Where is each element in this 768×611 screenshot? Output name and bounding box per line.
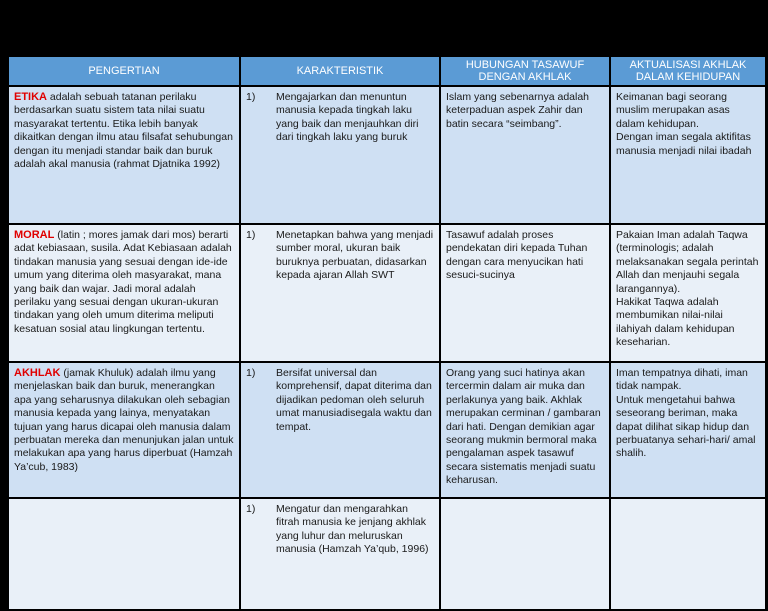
actualization-line: Iman tempatnya dihati, iman tidak nampak. <box>616 367 748 393</box>
header-aktualisasi: AKTUALISASI AKHLAK DALAM KEHIDUPAN <box>611 57 765 85</box>
characteristic-text: Mengajarkan dan menuntun manusia kepada tingkah laku yang baik dan menjauhkan diri dari tingkah laku yang buruk <box>276 91 419 144</box>
definition-text: adalah sebuah tatanan perilaku berdasarkan suatu sistem tata nilai suatu masyarakat tertentu. Etika lebih banyak dikaitkan dengan ilmu atau filsafat sehubungan dengan itu menjadi standar baik dan buruk adalah akal manusia (rahmat Djatnika 1992) <box>14 91 233 171</box>
relation-cell: Tasawuf adalah proses pendekatan diri kepada Tuhan dengan cara menyucikan hati sesuci-sucinya <box>441 225 609 361</box>
item-number: 1) <box>246 91 256 103</box>
relation-cell: Islam yang sebenarnya adalah keterpaduan aspek Zahir dan batin secara “seimbang”. <box>441 87 609 223</box>
actualization-cell <box>611 225 765 361</box>
comparison-table <box>7 55 767 611</box>
actualization-cell <box>611 499 765 609</box>
characteristic-text: Mengatur dan mengarahkan fitrah manusia ke jenjang akhlak yang luhur dan meluruskan manusia (Hamzah Ya’qub, 1996) <box>276 503 429 556</box>
definition-cell <box>9 87 239 223</box>
characteristic-cell <box>241 225 439 361</box>
definition-cell <box>9 363 239 497</box>
actualization-line: Untuk mengetahui bahwa seseorang beriman, maka dapat dilihat sikap hidup dan perbuatanya sehari-hari/ amal shalih. <box>616 393 756 460</box>
definition-cell <box>9 225 239 361</box>
table-header-row <box>9 57 765 85</box>
characteristic-text: Menetapkan bahwa yang menjadi sumber moral, ukuran baik buruknya perbuatan, didasarkan kepada ajaran Allah SWT <box>276 229 434 282</box>
definition-cell <box>9 499 239 609</box>
term-label: ETIKA <box>14 91 47 103</box>
definition-text: (jamak Khuluk) adalah ilmu yang menjelaskan baik dan buruk, menerangkan apa yang seharusnya dilakukan oleh sebagian manusia kepada yang lainya, menyatakan tujuan yang harus dicapai oleh manusia dalam perbuatan mereka dan menunjukan jalan untuk melakukan apa yang harus diperbuat (Hamzah Ya’cub, 1983) <box>14 367 234 473</box>
relation-cell <box>441 499 609 609</box>
table-row <box>9 363 765 497</box>
header-karakteristik: KARAKTERISTIK <box>241 57 439 85</box>
actualization-line: Hakikat Taqwa adalah membumikan nilai-nilai ilahiyah dalam kehidupan keseharian. <box>616 296 735 349</box>
table-row <box>9 225 765 361</box>
item-number: 1) <box>246 229 256 241</box>
table-row <box>9 87 765 223</box>
definition-text: (latin ; mores jamak dari mos) berarti adat kebiasaan, susila. Adat Kebiasaan adalah tindakan manusia yang sesuai dengan ide-ide umum yang diterima oleh masyarakat, mana yang baik dan wajar. Jadi moral adalah perilaku yang sesuai dengan ukuran-ukuran tindakan yang oleh umum diterima meliputi kesatuan sosial atau lingkungan tertentu. <box>14 229 232 335</box>
characteristic-cell <box>241 499 439 609</box>
item-number: 1) <box>246 503 256 515</box>
term-label: MORAL <box>14 229 55 241</box>
characteristic-text: Bersifat universal dan komprehensif, dapat diterima dan dijadikan pedoman oleh seluruh umat manusiadisegala waktu dan tempat. <box>276 367 432 433</box>
actualization-cell <box>611 363 765 497</box>
actualization-line: Dengan iman segala aktifitas manusia menjadi nilai ibadah <box>616 131 752 157</box>
actualization-cell <box>611 87 765 223</box>
relation-cell: Orang yang suci hatinya akan tercermin dalam air muka dan perlakunya yang baik. Akhlak merupakan cerminan / gambaran dari hati. Dengan demikian agar seorang mukmin bermoral maka pengalaman aspek tasawuf secara sistematis menjadi suatu keharusan. <box>441 363 609 497</box>
characteristic-cell <box>241 87 439 223</box>
actualization-line: Keimanan bagi seorang muslim merupakan asas dalam kehidupan. <box>616 91 730 130</box>
characteristic-cell <box>241 363 439 497</box>
item-number: 1) <box>246 367 256 379</box>
header-hubungan: HUBUNGAN TASAWUF DENGAN AKHLAK <box>441 57 609 85</box>
table-row <box>9 499 765 609</box>
header-pengertian: PENGERTIAN <box>9 57 239 85</box>
actualization-line: Pakaian Iman adalah Taqwa (terminologis; adalah melaksanakan segala perintah Allah dan menjauhi segala larangannya). <box>616 229 759 295</box>
term-label: AKHLAK <box>14 367 61 379</box>
